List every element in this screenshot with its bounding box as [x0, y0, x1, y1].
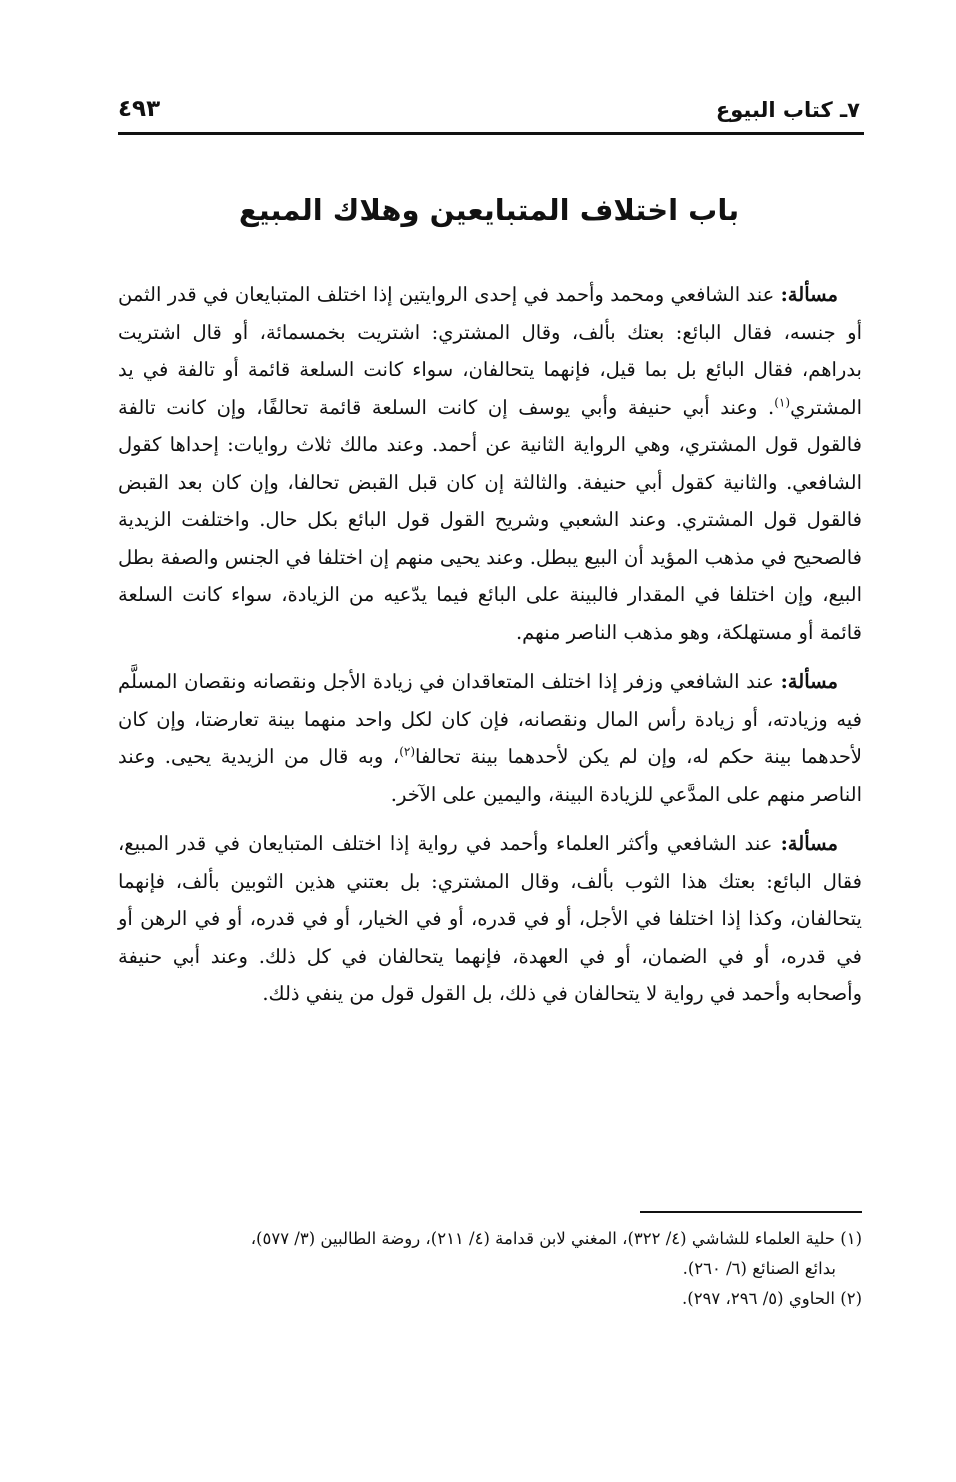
chapter-title: باب اختلاف المتبايعين وهلاك المبيع — [238, 193, 740, 227]
running-title: ٧ـ كتاب البيوع — [715, 98, 860, 122]
paragraph-keyword: مسألة: — [780, 832, 838, 855]
paragraph-keyword: مسألة: — [780, 283, 838, 306]
paragraph-text: عند الشافعي وزفر إذا اختلف المتعاقدان في زيادة الأجل ونقصانه ونقصان المسلَّم فيه وزيادته، أو زيادة رأس المال ونقصانه، فإن كان لكل واحد منهما بينة تعارضتا، وإن كان لأحدهما بينة حكم له، وإن لم يكن لأحدهما بينة تحالفا — [118, 670, 862, 768]
paragraph-2 — [118, 663, 862, 813]
footnote-1-continuation: بدائع الصنائع (٦/ ٢٦٠). — [682, 1259, 836, 1278]
paragraph-text: عند الشافعي ومحمد وأحمد في إحدى الروايتين إذا اختلف المتبايعان في قدر الثمن أو جنسه، فقال البائع: بعتك بألف، وقال المشتري: اشتريت بخمسمائة، أو قال اشتريت بدراهم، فقال البائع بل بما قيل، فإنهما يتحالفان، سواء كانت السلعة قائمة أو تالفة في يد المشتري — [118, 283, 862, 419]
body-text — [118, 276, 862, 1025]
footnote-ref: (١) — [774, 395, 791, 409]
footnote-2: (٢) الحاوي (٥/ ٢٩٦، ٢٩٧). — [682, 1289, 862, 1308]
footnote-ref: (٢) — [399, 744, 416, 759]
paragraph-text-cont: . وعند أبي حنيفة وأبي يوسف إن كانت السلعة قائمة تحالفًا، وإن كانت تالفة فالقول قول المشتري، وهي الرواية الثانية عن أحمد. وعند مالك ثلاث روايات: إحداها كقول الشافعي. والثانية كقول أبي حنيفة. والثالثة إن كان قبل القبض تحالفا، وإن كان بعد القبض فالقول قول المشتري. وعند الشعبي وشريح القول قول البائع بكل حال. واختلفت الزيدية فالصحيح في مذهب المؤيد أن البيع يبطل. وعند يحيى منهم إن اختلفا في الجنس والصفة بطل البيع، وإن اختلفا في المقدار فالبينة على البائع فيما يدّعيه من الزيادة، سواء كانت السلعة قائمة أو مستهلكة، وهو مذهب الناصر منهم. — [118, 395, 862, 644]
paragraph-1 — [118, 276, 862, 651]
header-rule — [118, 132, 864, 135]
paragraph-3 — [118, 825, 862, 1013]
paragraph-keyword: مسألة: — [780, 670, 838, 693]
footnote-1: (١) حلية العلماء للشاشي (٤/ ٣٢٢)، المغني لابن قدامة (٤/ ٢١١)، روضة الطالبين (٣/ ٥٧٧)، — [250, 1229, 862, 1248]
footnote-rule — [640, 1211, 862, 1213]
page-number: ٤٩٣ — [118, 96, 161, 122]
page-header — [118, 92, 860, 132]
paragraph-text: عند الشافعي وأكثر العلماء وأحمد في رواية إذا اختلف المتبايعان في قدر المبيع، فقال البائع: بعتك هذا الثوب بألف، وقال المشتري: بل بعتني هذين الثوبين بألف، فإنهما يتحالفان، وكذا إذا اختلفا في الأجل، أو في قدره، أو في الخيار، أو في قدره، أو في الرهن أو في قدره، أو في الضمان، أو في العهدة، فإنهما يتحالفان في كل ذلك. وعند أبي حنيفة وأصحابه وأحمد في رواية لا يتحالفان في ذلك، بل القول قول من ينفي ذلك. — [118, 832, 862, 1005]
footnotes — [112, 1224, 862, 1314]
paragraph-text-cont: ، وبه قال من الزيدية يحيى. وعند الناصر منهم على المدَّعي للزيادة البينة، واليمين على الآخر. — [118, 745, 862, 806]
